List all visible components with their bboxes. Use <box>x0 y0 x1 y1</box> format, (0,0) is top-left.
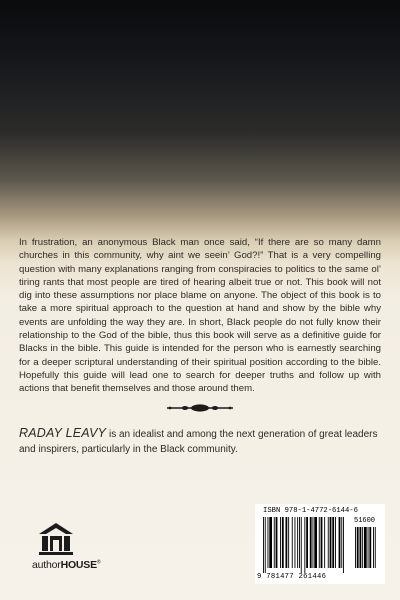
barcode-bars <box>263 517 349 573</box>
book-blurb: In frustration, an anonymous Black man once said, “If there are so many damn churches in this community, why aint we seein’ God?!” That is a very compelling question with many explanations ranging from conspiracies to politics to the same ol’ tiring rants that most people are tired of hearing albeit true or not. This book will not dig into these assumptions nor place blame on anyone. The object of this book is to take a more spiritual approach to the question at hand and show by the bible why events are unfolding the way they are. In short, Black people do not fully know their relationship to the God of the bible, thus this book will serve as a definitive guide for Blacks in the bible. This guide is intended for the person who is earnestly searching for a deeper scriptural understanding of their spiritual position according to the bible. Hopefully this guide will lead one to search for deeper truths and follow up with actions that benefit themselves and those around them. <box>19 237 381 395</box>
isbn-barcode <box>255 504 385 584</box>
authorhouse-logo-icon <box>38 521 74 557</box>
author-name: RADAY LEAVY <box>19 426 107 440</box>
barcode-digits: 9 781477 261446 <box>257 573 327 581</box>
ornamental-divider <box>167 402 233 414</box>
author-bio-text: is an idealist and among the next generation of great leaders and inspirers, particularly in the Black community. <box>19 429 378 455</box>
barcode-price-code: 51600 <box>354 517 376 525</box>
barcode-addon-bars <box>355 527 379 573</box>
author-bio <box>19 426 381 457</box>
isbn-label: ISBN 978-1-4772-6144-6 <box>263 507 358 515</box>
publisher-block <box>32 521 112 581</box>
publisher-name: authorHOUSE® <box>32 559 101 571</box>
